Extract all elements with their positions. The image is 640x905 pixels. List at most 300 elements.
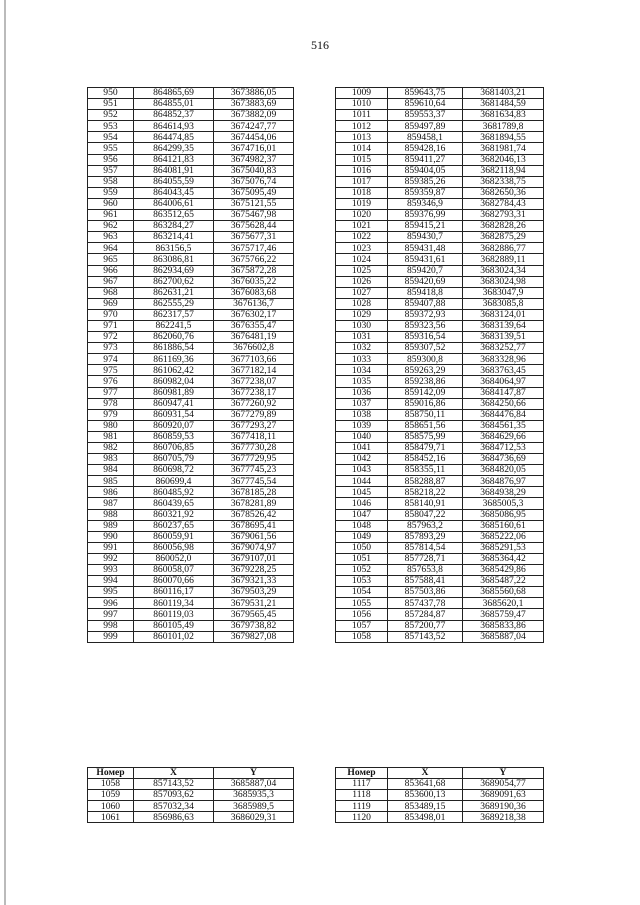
y-coordinate: 3682889,11 (463, 254, 544, 265)
point-number: 958 (88, 176, 134, 187)
point-number: 953 (88, 121, 134, 132)
x-coordinate: 860920,07 (134, 420, 214, 431)
x-coordinate: 860059,91 (134, 531, 214, 542)
table-row (88, 320, 294, 331)
x-coordinate: 864006,61 (134, 198, 214, 209)
y-coordinate: 3683252,77 (463, 343, 544, 354)
table-row (88, 165, 294, 176)
y-coordinate: 3684147,87 (463, 387, 544, 398)
x-coordinate: 859316,54 (388, 332, 463, 343)
y-coordinate: 3685560,68 (463, 587, 544, 598)
y-coordinate: 3674716,01 (214, 143, 294, 154)
y-coordinate: 3685935,3 (214, 790, 294, 801)
point-number: 1057 (336, 620, 388, 631)
point-number: 984 (88, 465, 134, 476)
x-coordinate: 860439,65 (134, 498, 214, 509)
y-coordinate: 3677745,23 (214, 465, 294, 476)
x-coordinate: 860981,89 (134, 387, 214, 398)
x-coordinate: 853641,68 (388, 779, 463, 790)
x-coordinate: 859404,05 (388, 165, 463, 176)
point-number: 1026 (336, 276, 388, 287)
x-coordinate: 862317,57 (134, 309, 214, 320)
x-coordinate: 860699,4 (134, 476, 214, 487)
table-row (336, 298, 544, 309)
point-number: 961 (88, 210, 134, 221)
table-row (336, 387, 544, 398)
y-coordinate: 3684712,53 (463, 443, 544, 454)
point-number: 1047 (336, 509, 388, 520)
point-number: 979 (88, 409, 134, 420)
y-coordinate: 3677730,28 (214, 443, 294, 454)
x-coordinate: 858140,91 (388, 498, 463, 509)
y-coordinate: 3682828,26 (463, 221, 544, 232)
x-coordinate: 864614,93 (134, 121, 214, 132)
table-row (88, 620, 294, 631)
x-coordinate: 858218,22 (388, 487, 463, 498)
point-number: 1050 (336, 542, 388, 553)
x-coordinate: 857963,2 (388, 520, 463, 531)
point-number: 1117 (336, 779, 388, 790)
x-coordinate: 857653,8 (388, 565, 463, 576)
point-number: 1036 (336, 387, 388, 398)
header-number: Номер (88, 768, 134, 779)
y-coordinate: 3677745,54 (214, 476, 294, 487)
point-number: 974 (88, 354, 134, 365)
y-coordinate: 3674982,37 (214, 154, 294, 165)
x-coordinate: 859430,7 (388, 232, 463, 243)
table-row (88, 187, 294, 198)
point-number: 1058 (336, 631, 388, 642)
y-coordinate: 3685759,47 (463, 609, 544, 620)
x-coordinate: 860070,66 (134, 576, 214, 587)
point-number: 1059 (88, 790, 134, 801)
table-row (336, 254, 544, 265)
y-coordinate: 3675766,22 (214, 254, 294, 265)
table-row (336, 465, 544, 476)
y-coordinate: 3677182,14 (214, 365, 294, 376)
x-coordinate: 858288,87 (388, 476, 463, 487)
x-coordinate: 859610,64 (388, 99, 463, 110)
table-row (88, 609, 294, 620)
coordinates-table-bottom-left (87, 767, 294, 823)
x-coordinate: 859458,1 (388, 132, 463, 143)
point-number: 1025 (336, 265, 388, 276)
y-coordinate: 3683024,98 (463, 276, 544, 287)
x-coordinate: 859372,93 (388, 309, 463, 320)
point-number: 954 (88, 132, 134, 143)
table-row (88, 343, 294, 354)
point-number: 983 (88, 454, 134, 465)
coordinates-table-left (87, 87, 294, 643)
point-number: 1060 (88, 801, 134, 812)
table-row (336, 320, 544, 331)
point-number: 965 (88, 254, 134, 265)
y-coordinate: 3675121,55 (214, 198, 294, 209)
point-number: 1052 (336, 565, 388, 576)
x-coordinate: 863512,65 (134, 210, 214, 221)
point-number: 1054 (336, 587, 388, 598)
x-coordinate: 858479,71 (388, 443, 463, 454)
x-coordinate: 860485,92 (134, 487, 214, 498)
y-coordinate: 3689054,77 (463, 779, 544, 790)
y-coordinate: 3675628,44 (214, 221, 294, 232)
y-coordinate: 3675095,49 (214, 187, 294, 198)
point-number: 1021 (336, 221, 388, 232)
y-coordinate: 3685086,95 (463, 509, 544, 520)
point-number: 1039 (336, 420, 388, 431)
table-row (88, 520, 294, 531)
point-number: 1037 (336, 398, 388, 409)
point-number: 1118 (336, 790, 388, 801)
x-coordinate: 859376,99 (388, 210, 463, 221)
point-number: 1028 (336, 298, 388, 309)
y-coordinate: 3681634,83 (463, 110, 544, 121)
y-coordinate: 3679565,45 (214, 609, 294, 620)
table-row (336, 420, 544, 431)
x-coordinate: 859411,27 (388, 154, 463, 165)
x-coordinate: 858651,56 (388, 420, 463, 431)
y-coordinate: 3675717,46 (214, 243, 294, 254)
x-coordinate: 857284,87 (388, 609, 463, 620)
x-coordinate: 859407,88 (388, 298, 463, 309)
x-coordinate: 862060,76 (134, 332, 214, 343)
y-coordinate: 3674247,77 (214, 121, 294, 132)
y-coordinate: 3684064,97 (463, 376, 544, 387)
table-row (88, 576, 294, 587)
table-row (336, 398, 544, 409)
y-coordinate: 3677279,89 (214, 409, 294, 420)
x-coordinate: 864474,85 (134, 132, 214, 143)
table-row (336, 598, 544, 609)
table-row (88, 476, 294, 487)
y-coordinate: 3677293,27 (214, 420, 294, 431)
point-number: 973 (88, 343, 134, 354)
y-coordinate: 3682793,31 (463, 210, 544, 221)
table-row (336, 520, 544, 531)
x-coordinate: 857728,71 (388, 553, 463, 564)
table-row (336, 121, 544, 132)
scan-edge (4, 0, 6, 905)
point-number: 1012 (336, 121, 388, 132)
x-coordinate: 859415,21 (388, 221, 463, 232)
x-coordinate: 864855,01 (134, 99, 214, 110)
point-number: 981 (88, 431, 134, 442)
y-coordinate: 3676602,8 (214, 343, 294, 354)
point-number: 972 (88, 332, 134, 343)
x-coordinate: 858575,99 (388, 431, 463, 442)
y-coordinate: 3675677,31 (214, 232, 294, 243)
y-coordinate: 3676481,19 (214, 332, 294, 343)
table-row (336, 376, 544, 387)
point-number: 990 (88, 531, 134, 542)
x-coordinate: 860119,03 (134, 609, 214, 620)
table-row (88, 454, 294, 465)
x-coordinate: 864055,59 (134, 176, 214, 187)
point-number: 992 (88, 553, 134, 564)
x-coordinate: 859553,37 (388, 110, 463, 121)
y-coordinate: 3683328,96 (463, 354, 544, 365)
point-number: 998 (88, 620, 134, 631)
x-coordinate: 859359,87 (388, 187, 463, 198)
y-coordinate: 3679738,82 (214, 620, 294, 631)
point-number: 1044 (336, 476, 388, 487)
x-coordinate: 857503,86 (388, 587, 463, 598)
x-coordinate: 859263,29 (388, 365, 463, 376)
y-coordinate: 3679321,33 (214, 576, 294, 587)
y-coordinate: 3686029,31 (214, 812, 294, 823)
table-row (88, 431, 294, 442)
table-row (88, 265, 294, 276)
point-number: 956 (88, 154, 134, 165)
page-number: 516 (311, 38, 329, 52)
y-coordinate: 3685005,3 (463, 498, 544, 509)
x-coordinate: 858452,16 (388, 454, 463, 465)
point-number: 1061 (88, 812, 134, 823)
y-coordinate: 3685364,42 (463, 553, 544, 564)
x-coordinate: 862700,62 (134, 276, 214, 287)
point-number: 1017 (336, 176, 388, 187)
point-number: 1015 (336, 154, 388, 165)
header-y: Y (463, 768, 544, 779)
y-coordinate: 3682046,13 (463, 154, 544, 165)
table-row (88, 790, 294, 801)
table-row (88, 287, 294, 298)
table-row (88, 531, 294, 542)
table-row (336, 132, 544, 143)
x-coordinate: 859142,09 (388, 387, 463, 398)
point-number: 1038 (336, 409, 388, 420)
y-coordinate: 3683085,8 (463, 298, 544, 309)
table-row (336, 779, 544, 790)
x-coordinate: 860706,85 (134, 443, 214, 454)
table-row (336, 509, 544, 520)
y-coordinate: 3684629,66 (463, 431, 544, 442)
y-coordinate: 3681403,21 (463, 88, 544, 99)
y-coordinate: 3679827,08 (214, 631, 294, 642)
table-row (88, 498, 294, 509)
x-coordinate: 864299,35 (134, 143, 214, 154)
table-row (88, 132, 294, 143)
point-number: 966 (88, 265, 134, 276)
point-number: 955 (88, 143, 134, 154)
x-coordinate: 859497,89 (388, 121, 463, 132)
point-number: 1058 (88, 779, 134, 790)
table-row (336, 343, 544, 354)
y-coordinate: 3675040,83 (214, 165, 294, 176)
point-number: 1045 (336, 487, 388, 498)
table-row (336, 187, 544, 198)
y-coordinate: 3682886,77 (463, 243, 544, 254)
x-coordinate: 858047,22 (388, 509, 463, 520)
point-number: 968 (88, 287, 134, 298)
point-number: 1043 (336, 465, 388, 476)
table-row (88, 332, 294, 343)
y-coordinate: 3685487,22 (463, 576, 544, 587)
y-coordinate: 3682118,94 (463, 165, 544, 176)
x-coordinate: 857143,52 (388, 631, 463, 642)
point-number: 989 (88, 520, 134, 531)
point-number: 1033 (336, 354, 388, 365)
y-coordinate: 3677260,92 (214, 398, 294, 409)
table-row (88, 487, 294, 498)
point-number: 1018 (336, 187, 388, 198)
x-coordinate: 860237,65 (134, 520, 214, 531)
y-coordinate: 3673883,69 (214, 99, 294, 110)
y-coordinate: 3685429,86 (463, 565, 544, 576)
x-coordinate: 859385,26 (388, 176, 463, 187)
x-coordinate: 860698,72 (134, 465, 214, 476)
x-coordinate: 859420,69 (388, 276, 463, 287)
table-row (88, 365, 294, 376)
table-row (336, 790, 544, 801)
point-number: 951 (88, 99, 134, 110)
table-row (336, 576, 544, 587)
table-row (88, 276, 294, 287)
y-coordinate: 3683047,9 (463, 287, 544, 298)
header-x: X (134, 768, 214, 779)
x-coordinate: 864865,69 (134, 88, 214, 99)
point-number: 980 (88, 420, 134, 431)
x-coordinate: 860705,79 (134, 454, 214, 465)
point-number: 994 (88, 576, 134, 587)
table-row (336, 620, 544, 631)
point-number: 976 (88, 376, 134, 387)
point-number: 967 (88, 276, 134, 287)
y-coordinate: 3683139,51 (463, 332, 544, 343)
table-row (336, 110, 544, 121)
y-coordinate: 3679061,56 (214, 531, 294, 542)
y-coordinate: 3682875,29 (463, 232, 544, 243)
y-coordinate: 3683124,01 (463, 309, 544, 320)
table-row (336, 265, 544, 276)
point-number: 963 (88, 232, 134, 243)
y-coordinate: 3683139,64 (463, 320, 544, 331)
table-row (88, 232, 294, 243)
x-coordinate: 859420,7 (388, 265, 463, 276)
x-coordinate: 859643,75 (388, 88, 463, 99)
point-number: 985 (88, 476, 134, 487)
x-coordinate: 864852,37 (134, 110, 214, 121)
x-coordinate: 861062,42 (134, 365, 214, 376)
table-header-row (88, 768, 294, 779)
table-row (88, 443, 294, 454)
table-row (88, 176, 294, 187)
x-coordinate: 859431,48 (388, 243, 463, 254)
point-number: 1009 (336, 88, 388, 99)
y-coordinate: 3684736,69 (463, 454, 544, 465)
x-coordinate: 857588,41 (388, 576, 463, 587)
y-coordinate: 3683763,45 (463, 365, 544, 376)
y-coordinate: 3685989,5 (214, 801, 294, 812)
point-number: 971 (88, 320, 134, 331)
point-number: 959 (88, 187, 134, 198)
point-number: 1014 (336, 143, 388, 154)
y-coordinate: 3681484,59 (463, 99, 544, 110)
table-row (336, 409, 544, 420)
table-row (88, 542, 294, 553)
x-coordinate: 863086,81 (134, 254, 214, 265)
y-coordinate: 3684938,29 (463, 487, 544, 498)
x-coordinate: 862631,21 (134, 287, 214, 298)
point-number: 1019 (336, 198, 388, 209)
header-number: Номер (336, 768, 388, 779)
y-coordinate: 3676136,7 (214, 298, 294, 309)
table-row (88, 221, 294, 232)
y-coordinate: 3685887,04 (463, 631, 544, 642)
table-row (336, 210, 544, 221)
y-coordinate: 3685833,86 (463, 620, 544, 631)
point-number: 1031 (336, 332, 388, 343)
table-row (336, 365, 544, 376)
table-row (88, 309, 294, 320)
point-number: 1011 (336, 110, 388, 121)
point-number: 960 (88, 198, 134, 209)
table-row (88, 801, 294, 812)
x-coordinate: 864043,45 (134, 187, 214, 198)
point-number: 950 (88, 88, 134, 99)
x-coordinate: 859323,56 (388, 320, 463, 331)
x-coordinate: 857814,54 (388, 542, 463, 553)
x-coordinate: 857893,29 (388, 531, 463, 542)
table-row (88, 812, 294, 823)
y-coordinate: 3676355,47 (214, 320, 294, 331)
table-row (88, 409, 294, 420)
point-number: 999 (88, 631, 134, 642)
table-row (336, 531, 544, 542)
x-coordinate: 857032,34 (134, 801, 214, 812)
coordinates-table-right (335, 87, 544, 643)
point-number: 1030 (336, 320, 388, 331)
table-row (336, 631, 544, 642)
point-number: 977 (88, 387, 134, 398)
table-row (336, 487, 544, 498)
point-number: 1022 (336, 232, 388, 243)
table-row (88, 598, 294, 609)
y-coordinate: 3673886,05 (214, 88, 294, 99)
point-number: 1020 (336, 210, 388, 221)
x-coordinate: 860947,41 (134, 398, 214, 409)
table-row (88, 553, 294, 564)
y-coordinate: 3689218,38 (463, 812, 544, 823)
y-coordinate: 3684476,84 (463, 409, 544, 420)
coordinates-table-bottom-right (335, 767, 544, 823)
point-number: 1048 (336, 520, 388, 531)
table-row (336, 165, 544, 176)
header-y: Y (214, 768, 294, 779)
y-coordinate: 3685887,04 (214, 779, 294, 790)
y-coordinate: 3683024,34 (463, 265, 544, 276)
x-coordinate: 860101,02 (134, 631, 214, 642)
point-number: 975 (88, 365, 134, 376)
table-row (336, 354, 544, 365)
point-number: 962 (88, 221, 134, 232)
table-row (88, 465, 294, 476)
table-row (336, 309, 544, 320)
point-number: 1055 (336, 598, 388, 609)
y-coordinate: 3682338,75 (463, 176, 544, 187)
table-row (336, 276, 544, 287)
y-coordinate: 3681894,55 (463, 132, 544, 143)
x-coordinate: 859428,16 (388, 143, 463, 154)
table-row (336, 88, 544, 99)
y-coordinate: 3675467,98 (214, 210, 294, 221)
x-coordinate: 860119,34 (134, 598, 214, 609)
table-row (88, 88, 294, 99)
point-number: 1053 (336, 576, 388, 587)
table-row (336, 198, 544, 209)
point-number: 1046 (336, 498, 388, 509)
table-row (88, 354, 294, 365)
